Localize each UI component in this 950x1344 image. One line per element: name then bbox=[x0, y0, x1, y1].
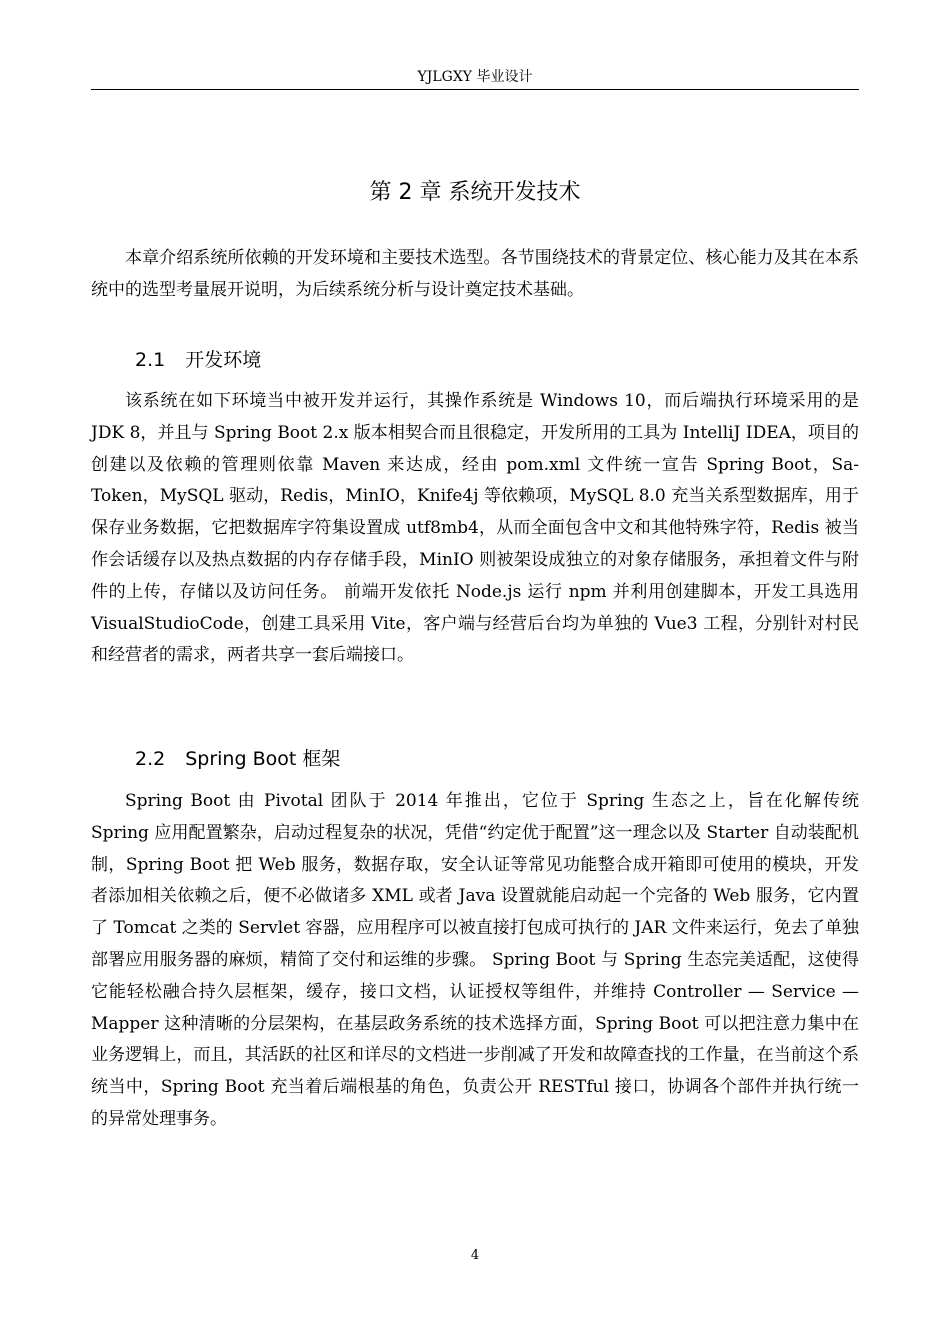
section-number: 2.2 bbox=[135, 748, 166, 770]
section-heading-2-2 bbox=[135, 746, 340, 772]
section-title-text: Spring Boot 框架 bbox=[185, 748, 341, 770]
section-2-1-paragraph: 该系统在如下环境当中被开发并运行，其操作系统是 Windows 10，而后端执行环境采用的是 JDK 8，并且与 Spring Boot 2.x 版本相契合而且很稳定，开发所用的工具为 IntelliJ IDEA，项目的创建以及依赖的管理则依靠 Maven 来达成，经由 pom.xml 文件统一宣告 Spring Boot，Sa-Token，MySQL 驱动，Redis，MinIO，Knife4j 等依赖项，MySQL 8.0 充当关系型数据库，用于保存业务数据，它把数据库字符集设置成 utf8mb4，从而全面包含中文和其他特殊字符，Redis 被当作会话缓存以及热点数据的内存存储手段，MinIO 则被架设成独立的对象存储服务，承担着文件与附件的上传，存储以及访问任务。 前端开发依托 Node.js 运行 npm 并利用创建脚本，开发工具选用 VisualStudioCode，创建工具采用 Vite，客户端与经营后台均为单独的 Vue3 工程，分别针对村民和经营者的需求，两者共享一套后端接口。 bbox=[91, 391, 859, 666]
section-title-text: 开发环境 bbox=[185, 349, 262, 371]
chapter-title: 第 2 章 系统开发技术 bbox=[369, 180, 581, 205]
section-heading-2-1 bbox=[135, 347, 261, 373]
header-rule bbox=[91, 89, 859, 90]
section-number: 2.1 bbox=[135, 349, 166, 371]
page-number: 4 bbox=[470, 1248, 480, 1263]
page-header: YJLGXY 毕业设计 bbox=[417, 69, 533, 85]
intro-paragraph: 本章介绍系统所依赖的开发环境和主要技术选型。各节围绕技术的背景定位、核心能力及其在本系统中的选型考量展开说明，为后续系统分析与设计奠定技术基础。 bbox=[91, 248, 859, 300]
section-2-2-paragraph: Spring Boot 由 Pivotal 团队于 2014 年推出，它位于 Spring 生态之上，旨在化解传统 Spring 应用配置繁杂，启动过程复杂的状况，凭借“约定优于配置”这一理念以及 Starter 自动装配机制，Spring Boot 把 Web 服务，数据存取，安全认证等常见功能整合成开箱即可使用的模块，开发者添加相关依赖之后，便不必做诸多 XML 或者 Java 设置就能启动起一个完备的 Web 服务，它内置了 Tomcat 之类的 Servlet 容器，应用程序可以被直接打包成可执行的 JAR 文件来运行，免去了单独部署应用服务器的麻烦，精简了交付和运维的步骤。 Spring Boot 与 Spring 生态完美适配，这使得它能轻松融合持久层框架，缓存，接口文档，认证授权等组件，并维持 Controller — Service — Mapper 这种清晰的分层架构，在基层政务系统的技术选择方面，Spring Boot 可以把注意力集中在业务逻辑上，而且，其活跃的社区和详尽的文档进一步削减了开发和故障查找的工作量，在当前这个系统当中，Spring Boot 充当着后端根基的角色，负责公开 RESTful 接口，协调各个部件并执行统一的异常处理事务。 bbox=[91, 791, 859, 1129]
